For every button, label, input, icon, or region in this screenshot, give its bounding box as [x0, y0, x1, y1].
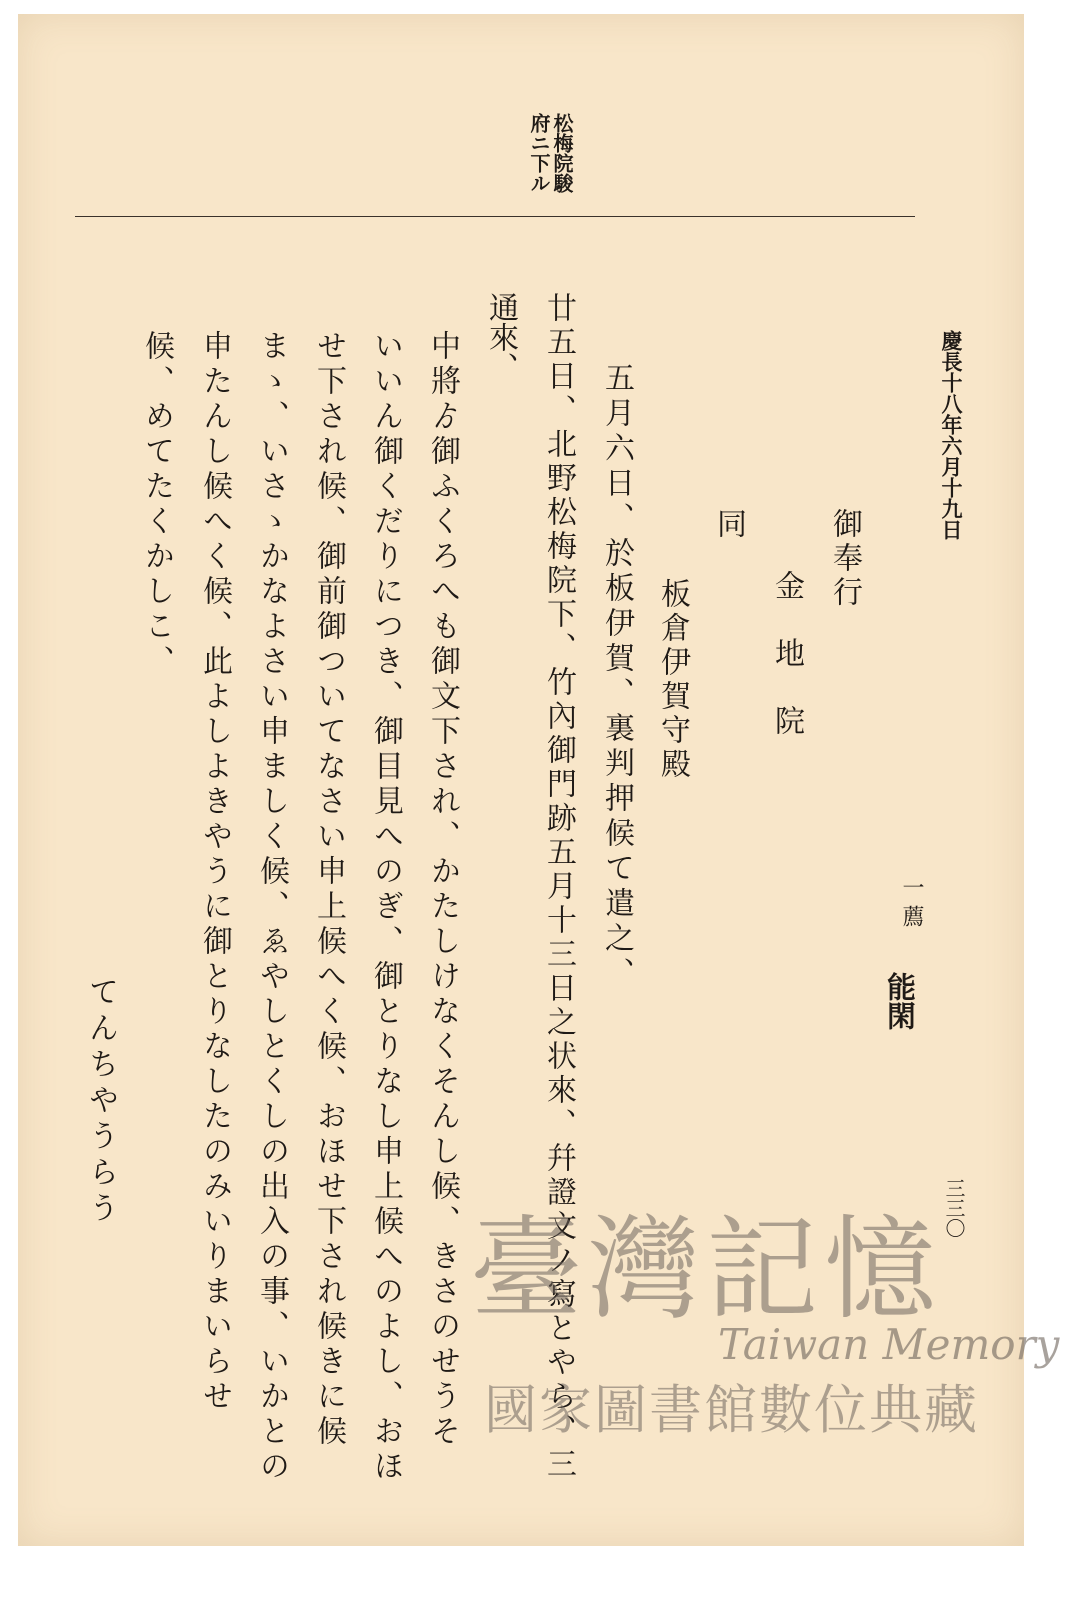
addressee-title: 御奉行 [827, 508, 862, 610]
text-line: 候、めてたくかしこ、 [139, 330, 174, 680]
signature-line: てんちやうらう [83, 976, 118, 1228]
sender-header: 一 薦 [899, 876, 924, 927]
margin-note-2: 府ニ下ル [527, 113, 551, 193]
watermark-english: Taiwan Memory [718, 1320, 1060, 1369]
addressee-itakura: 板倉伊賀守殿 [655, 578, 690, 782]
text-line: 五月六日、於板伊賀、裏判押候て遣之、 [599, 362, 634, 992]
text-line: 廿五日、北野松梅院下、竹內御門跡五月十三日之状來、幷證文ノ寫とやら、三 [541, 292, 576, 1482]
date-header: 慶長十八年六月十九日 [939, 330, 964, 540]
text-line: まゝ、いさゝかなよさい申ましく候、ゑやしとくしの出入の事、いかとの [254, 330, 289, 1485]
text-line: せ下され候、御前御ついてなさい申上候へく候、おほせ下され候きに候 [311, 330, 346, 1450]
header-rule [75, 216, 915, 217]
margin-note-1: 松梅院駿 [550, 113, 574, 193]
addressee-name: 金 地 院 [769, 570, 804, 750]
page-number: 三三〇 [942, 1178, 966, 1238]
text-line: 通來、 [483, 292, 518, 382]
text-line: いいん御くだりにつき、御目見へのぎ、御とりなし申上候へのよし、おほ [368, 330, 403, 1485]
watermark-logo: 臺灣記憶 [470, 1205, 942, 1335]
text-line: 中將ゟ御ふくろへも御文下され、かたしけなくそんし候、きさのせうそ [425, 330, 460, 1450]
watermark-chinese: 國家圖書館數位典藏 [484, 1380, 979, 1441]
addressee-same: 同 [711, 508, 746, 538]
sender-name: 能閑 [883, 972, 917, 1030]
text-line: 申たんし候へく候、此よしよきやうに御とりなしたのみいりまいらせ [197, 330, 232, 1415]
